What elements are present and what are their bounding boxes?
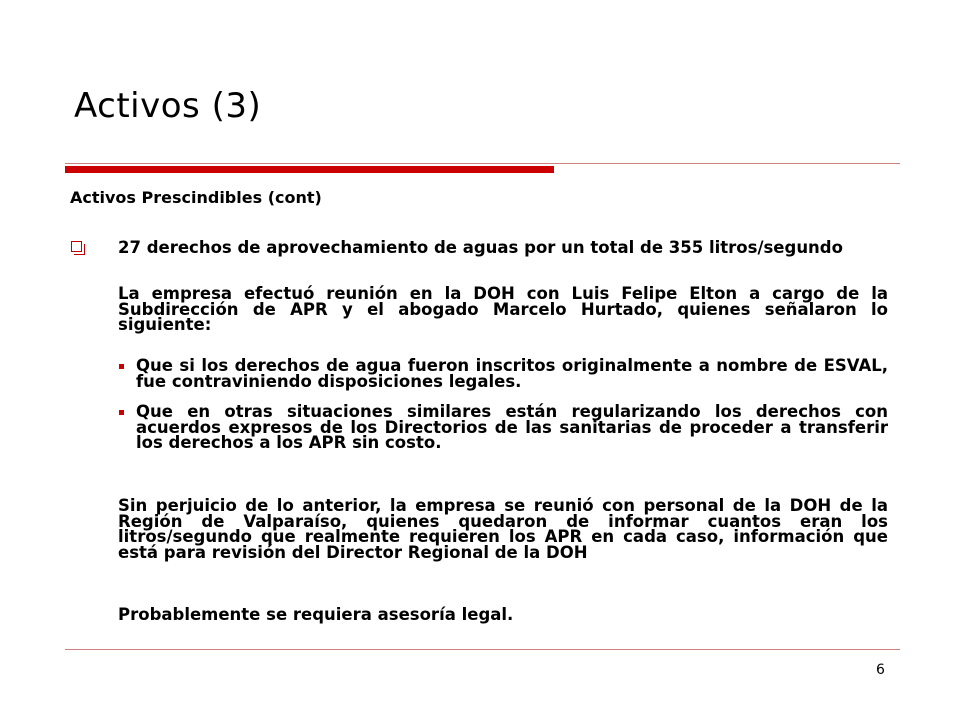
small-square-bullet-icon xyxy=(119,410,124,415)
title-divider-line xyxy=(65,163,900,164)
sub-bullet-item: Que en otras situaciones similares están regularizando los derechos con acuerdos expresos de los Directorios de las sanitarias de proceder a transferir los derechos a los APR sin costo. xyxy=(136,402,888,452)
slide-title: Activos (3) xyxy=(74,86,262,126)
small-square-bullet-icon xyxy=(119,364,124,369)
section-subtitle: Activos Prescindibles (cont) xyxy=(70,188,322,207)
main-bullet-text: 27 derechos de aprovechamiento de aguas por un total de 355 litros/segundo xyxy=(118,238,843,257)
double-square-bullet-icon xyxy=(71,241,85,255)
title-accent-bar xyxy=(65,166,554,173)
followup-paragraph: Sin perjuicio de lo anterior, la empresa se reunió con personal de la DOH de la Región de Valparaíso, quienes quedaron de informar cuantos eran los litros/segundo que realmente requieren los APR en cada caso, información que está para revisión del Director Regional de la DOH xyxy=(118,496,888,562)
page-number: 6 xyxy=(876,662,885,678)
footer-divider-line xyxy=(65,649,900,650)
meeting-paragraph: La empresa efectuó reunión en la DOH con Luis Felipe Elton a cargo de la Subdirección de APR y el abogado Marcelo Hurtado, quienes señalaron lo siguiente: xyxy=(118,284,888,334)
conclusion-paragraph: Probablemente se requiera asesoría legal. xyxy=(118,605,514,624)
sub-bullet-item: Que si los derechos de agua fueron inscritos originalmente a nombre de ESVAL, fue contraviniendo disposiciones legales. xyxy=(136,356,888,391)
